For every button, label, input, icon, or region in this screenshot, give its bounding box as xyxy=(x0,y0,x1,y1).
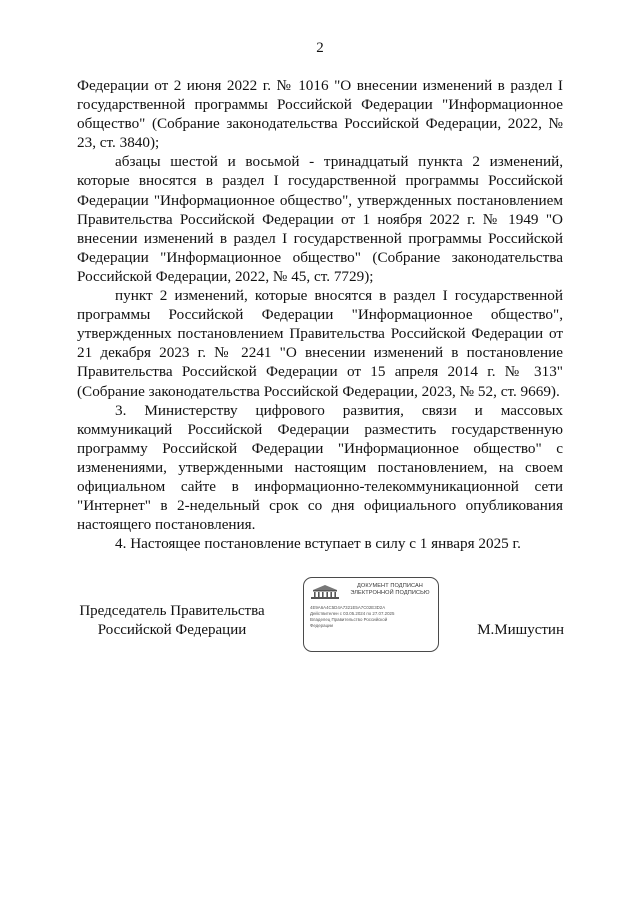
paragraph-item-3: 3. Министерству цифрового развития, связи и массовых коммуникаций Российской Федерации разместить государственную программу Российской Федерации "Информационное общество" с изменениями, утвержденными настоящим постановлением, на своем официальном сайте в информационно-телекоммуникационной сети "Интернет" в 2-недельный срок со дня официального опубликования настоящего постановления. xyxy=(77,401,563,534)
stamp-details xyxy=(310,605,434,629)
stamp-title-line1: ДОКУМЕНТ ПОДПИСАН xyxy=(357,583,423,589)
stamp-validity: Действителен с 03.05.2024 по 27.07.2025 xyxy=(310,611,395,616)
signer-name: М.Мишустин xyxy=(477,622,564,638)
stamp-title-line2: ЭЛЕКТРОННОЙ ПОДПИСЬЮ xyxy=(350,590,430,596)
paragraph-item-4: 4. Настоящее постановление вступает в силу с 1 января 2025 г. xyxy=(115,535,521,553)
paragraph-continuation: Федерации от 2 июня 2022 г. № 1016 "О внесении изменений в раздел I государственной программы Российской Федерации "Информационное общество" (Собрание законодательства Российской Федерации, 2022, № 23, ст. 3840); xyxy=(77,77,563,152)
signatory-position xyxy=(77,602,267,640)
stamp-owner-line2: Федерации xyxy=(310,623,333,628)
stamp-owner-line1: Владелец Правительство Российской xyxy=(310,617,388,622)
signatory-position-line2: Российской Федерации xyxy=(97,622,247,638)
paragraph-punkt-2: пункт 2 изменений, которые вносятся в раздел I государственной программы Российской Федерации "Информационное общество", утвержденных постановлением Правительства Российской Федерации от 21 декабря 2023 г. № 2241 "О внесении изменений в постановление Правительства Российской Федерации от 15 апреля 2014 г. № 313" (Собрание законодательства Российской Федерации, 2023, № 52, ст. 9669). xyxy=(77,287,563,400)
stamp-title xyxy=(344,583,436,597)
electronic-signature-stamp xyxy=(303,577,439,652)
stamp-certificate: 4E9A6A4C5D4A7321E5A7C02E3D2A xyxy=(310,605,386,610)
document-body xyxy=(77,76,563,553)
paragraph-abzacy: абзацы шестой и восьмой - тринадцатый пункта 2 изменений, которые вносятся в раздел I государственной программы Российской Федерации "Информационное общество", утвержденных постановлением Правительства Российской Федерации от 1 ноября 2022 г. № 1949 "О внесении изменений в раздел I государственной программы Российской Федерации "Информационное общество" (Собрание законодательства Российской Федерации, 2022, № 45, ст. 7729); xyxy=(77,153,563,285)
signatory-position-line1: Председатель Правительства xyxy=(79,603,265,619)
building-emblem-icon xyxy=(310,584,340,600)
page-number: 2 xyxy=(316,40,324,56)
